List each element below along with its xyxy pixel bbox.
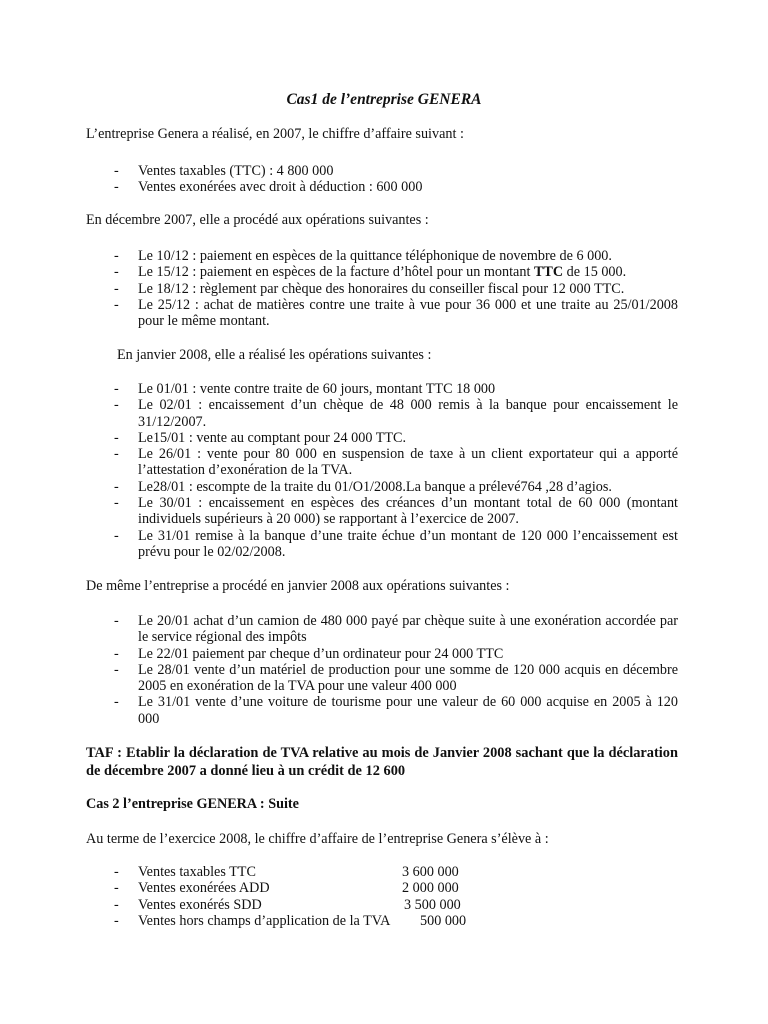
- intro-paragraph: L’entreprise Genera a réalisé, en 2007, le chiffre d’affaire suivant :: [86, 126, 464, 142]
- january-intro: En janvier 2008, elle a réalisé les opérations suivantes :: [117, 347, 432, 363]
- cas2-title: Cas 2 l’entreprise GENERA : Suite: [86, 796, 299, 812]
- taf-instruction: TAF : Etablir la déclaration de TVA relative au mois de Janvier 2008 sachant que la déclaration de décembre 2007 a donné lieu à un crédit de 12 600: [86, 745, 678, 779]
- january-second-operations-list: [86, 613, 678, 727]
- list-item: - Ventes taxables TTC 3 600 000: [114, 864, 459, 880]
- sales-label: Ventes hors champs d’application de la TVA: [138, 912, 391, 929]
- list-item: - Le 25/12 : achat de matières contre une traite à vue pour 36 000 et une traite au 25/01/2008 pour le même montant.: [114, 296, 678, 330]
- list-item: - Ventes taxables (TTC) : 4 800 000: [114, 163, 334, 179]
- list-item: - Le28/01 : escompte de la traite du 01/O1/2008.La banque a prélevé764 ,28 d’agios.: [114, 478, 612, 495]
- ca-2007-list: [86, 163, 678, 196]
- sales-amount: 2 000 000: [402, 880, 459, 897]
- list-item: - Le 20/01 achat d’un camion de 480 000 payé par chèque suite à une exonération accordée par le service régional des impôts: [114, 613, 678, 646]
- list-item: - Ventes exonérées ADD 2 000 000: [114, 880, 459, 897]
- list-item: - Ventes exonérées avec droit à déduction : 600 000: [114, 179, 423, 196]
- december-operations-list: [86, 248, 678, 329]
- january-operations-list: [86, 381, 678, 560]
- sales-label: Ventes taxables TTC: [138, 864, 256, 880]
- sales-label: Ventes exonérées ADD: [138, 880, 270, 897]
- list-item: - Le 31/01 remise à la banque d’une traite échue d’un montant de 120 000 l’encaissement est prévu pour le 02/02/2008.: [114, 527, 678, 560]
- list-item: - Le 31/01 vente d’une voiture de tourisme pour une valeur de 60 000 acquise en 2005 à 120 000: [114, 694, 678, 727]
- list-item: - Le 18/12 : règlement par chèque des honoraires du conseiller fiscal pour 12 000 TTC.: [114, 280, 625, 297]
- list-item: - Ventes hors champs d’application de la TVA 500 000: [114, 912, 467, 929]
- list-item: - Le 01/01 : vente contre traite de 60 jours, montant TTC 18 000: [114, 381, 496, 397]
- list-item: - Le15/01 : vente au comptant pour 24 000 TTC.: [114, 429, 407, 446]
- list-item: - Ventes exonérés SDD 3 500 000: [114, 896, 461, 913]
- cas2-sales-list: [86, 864, 678, 929]
- page-title: Cas1 de l’entreprise GENERA: [286, 91, 482, 108]
- january-second-intro: De même l’entreprise a procédé en janvier 2008 aux opérations suivantes :: [86, 578, 510, 594]
- list-item: - Le 10/12 : paiement en espèces de la quittance téléphonique de novembre de 6 000.: [114, 248, 612, 264]
- list-item: - Le 22/01 paiement par cheque d’un ordinateur pour 24 000 TTC: [114, 645, 504, 662]
- list-item: - Le 02/01 : encaissement d’un chèque de 48 000 remis à la banque pour encaissement le 31/12/2007.: [114, 397, 678, 430]
- list-item: - Le 30/01 : encaissement en espèces des créances d’un montant total de 60 000 (montant individuels supérieurs à 20 000) se rapportant à l’exercice de 2007.: [114, 495, 678, 528]
- december-intro: En décembre 2007, elle a procédé aux opérations suivantes :: [86, 212, 429, 228]
- sales-amount: 3 500 000: [404, 896, 461, 913]
- list-item: - Le 28/01 vente d’un matériel de production pour une somme de 120 000 acquis en décembre 2005 en exonération de la TVA pour une valeur 400 000: [114, 661, 678, 695]
- sales-label: Ventes exonérés SDD: [138, 896, 262, 913]
- list-item: - Le 26/01 : vente pour 80 000 en suspension de taxe à un client exportateur qui a apporté l’attestation d’exonération de la TVA.: [114, 446, 678, 479]
- list-item: - Le 15/12 : paiement en espèces de la facture d’hôtel pour un montant TTC de 15 000.: [114, 264, 627, 281]
- sales-amount: 3 600 000: [402, 864, 459, 880]
- cas2-intro: Au terme de l’exercice 2008, le chiffre d’affaire de l’entreprise Genera s’élève à :: [86, 831, 549, 847]
- sales-amount: 500 000: [420, 912, 467, 929]
